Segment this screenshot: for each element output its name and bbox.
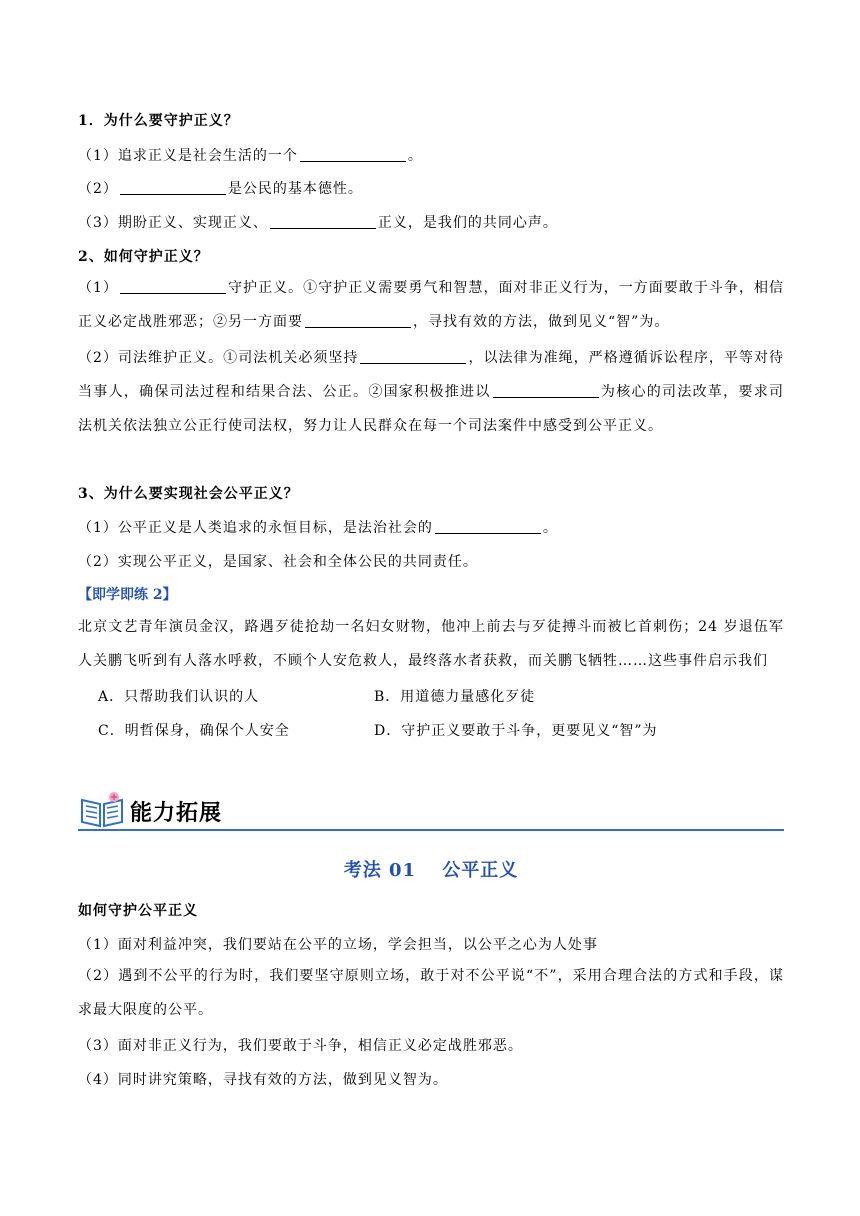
question-1-line-3: （3）期盼正义、实现正义、 正义，是我们的共同心声。 [78, 215, 558, 231]
kaofa-heading: 如何守护公平正义 [78, 903, 198, 919]
option-a[interactable]: A．只帮助我们认识的人 [98, 689, 260, 705]
practice-stem: 北京文艺青年演员金汉，路遇歹徒抢劫一名妇女财物，他冲上前去与歹徒搏斗而被匕首刺伤；24 岁退伍军人关鹏飞听到有人落水呼救，不顾个人安危救人，最终落水者获救，而关鹏飞牺牲……这些事件启示我们 [78, 619, 784, 669]
question-3-line-2: （2）实现公平正义，是国家、社会和全体公民的共同责任。 [78, 554, 478, 570]
option-d[interactable]: D．守护正义要敢于斗争，更要见义“智”为 [374, 723, 658, 739]
question-3-line-1: （1）公平正义是人类追求的永恒目标，是法治社会的 。 [78, 520, 558, 536]
fill-blank [360, 349, 466, 364]
fill-blank [120, 180, 226, 195]
option-c[interactable]: C．明哲保身，确保个人安全 [98, 723, 290, 739]
kaofa-line-3: （3）面对非正义行为，我们要敢于斗争，相信正义必定战胜邪恶。 [78, 1038, 523, 1054]
kaofa-line-2: （2）遇到不公平的行为时，我们要坚守原则立场，敢于对不公平说“不”，采用合理合法的方式和手段，谋求最大限度的公平。 [78, 968, 784, 1018]
question-1-line-2: （2） 是公民的基本德性。 [78, 181, 363, 197]
practice-tag: 【即学即练 2】 [78, 587, 177, 603]
fill-blank [435, 519, 541, 534]
kaofa-line-1: （1）面对利益冲突，我们要站在公平的立场，学会担当，以公平之心为人处事 [78, 937, 598, 953]
question-3-heading: 3、为什么要实现社会公平正义？ [78, 486, 299, 502]
question-1-heading: 1．为什么要守护正义？ [78, 113, 239, 129]
section-title: 能力拓展 [130, 801, 223, 826]
fill-blank [300, 147, 406, 162]
open-book-icon [78, 790, 126, 830]
question-1-line-1: （1）追求正义是社会生活的一个 。 [78, 148, 423, 164]
fill-blank [305, 313, 411, 328]
section-divider [78, 829, 784, 831]
kaofa-line-4: （4）同时讲究策略，寻找有效的方法，做到见义智为。 [78, 1072, 448, 1088]
question-2-paragraph-2: （2）司法维护正义。①司法机关必须坚持 ，以法律为准绳，严格遵循诉讼程序，平等对待当事人，确保司法过程和结果合法、公正。②国家积极推进以 为核心的司法改革，要求司法机关依法独立公正行使司法权，努力让人民群众在每一个司法案件中感受到公平正义。 [78, 350, 785, 434]
fill-blank [493, 383, 599, 398]
kaofa-title: 考法 01 公平正义 [343, 860, 519, 881]
fill-blank [120, 279, 226, 294]
question-2-paragraph-1: （1） 守护正义。①守护正义需要勇气和智慧，面对非正义行为，一方面要敢于斗争，相信正义必定战胜邪恶；②另一方面要 ，寻找有效的方法，做到见义“智”为。 [78, 280, 784, 330]
fill-blank [270, 214, 376, 229]
option-b[interactable]: B．用道德力量感化歹徒 [374, 689, 536, 705]
question-2-heading: 2、如何守护正义？ [78, 249, 209, 265]
